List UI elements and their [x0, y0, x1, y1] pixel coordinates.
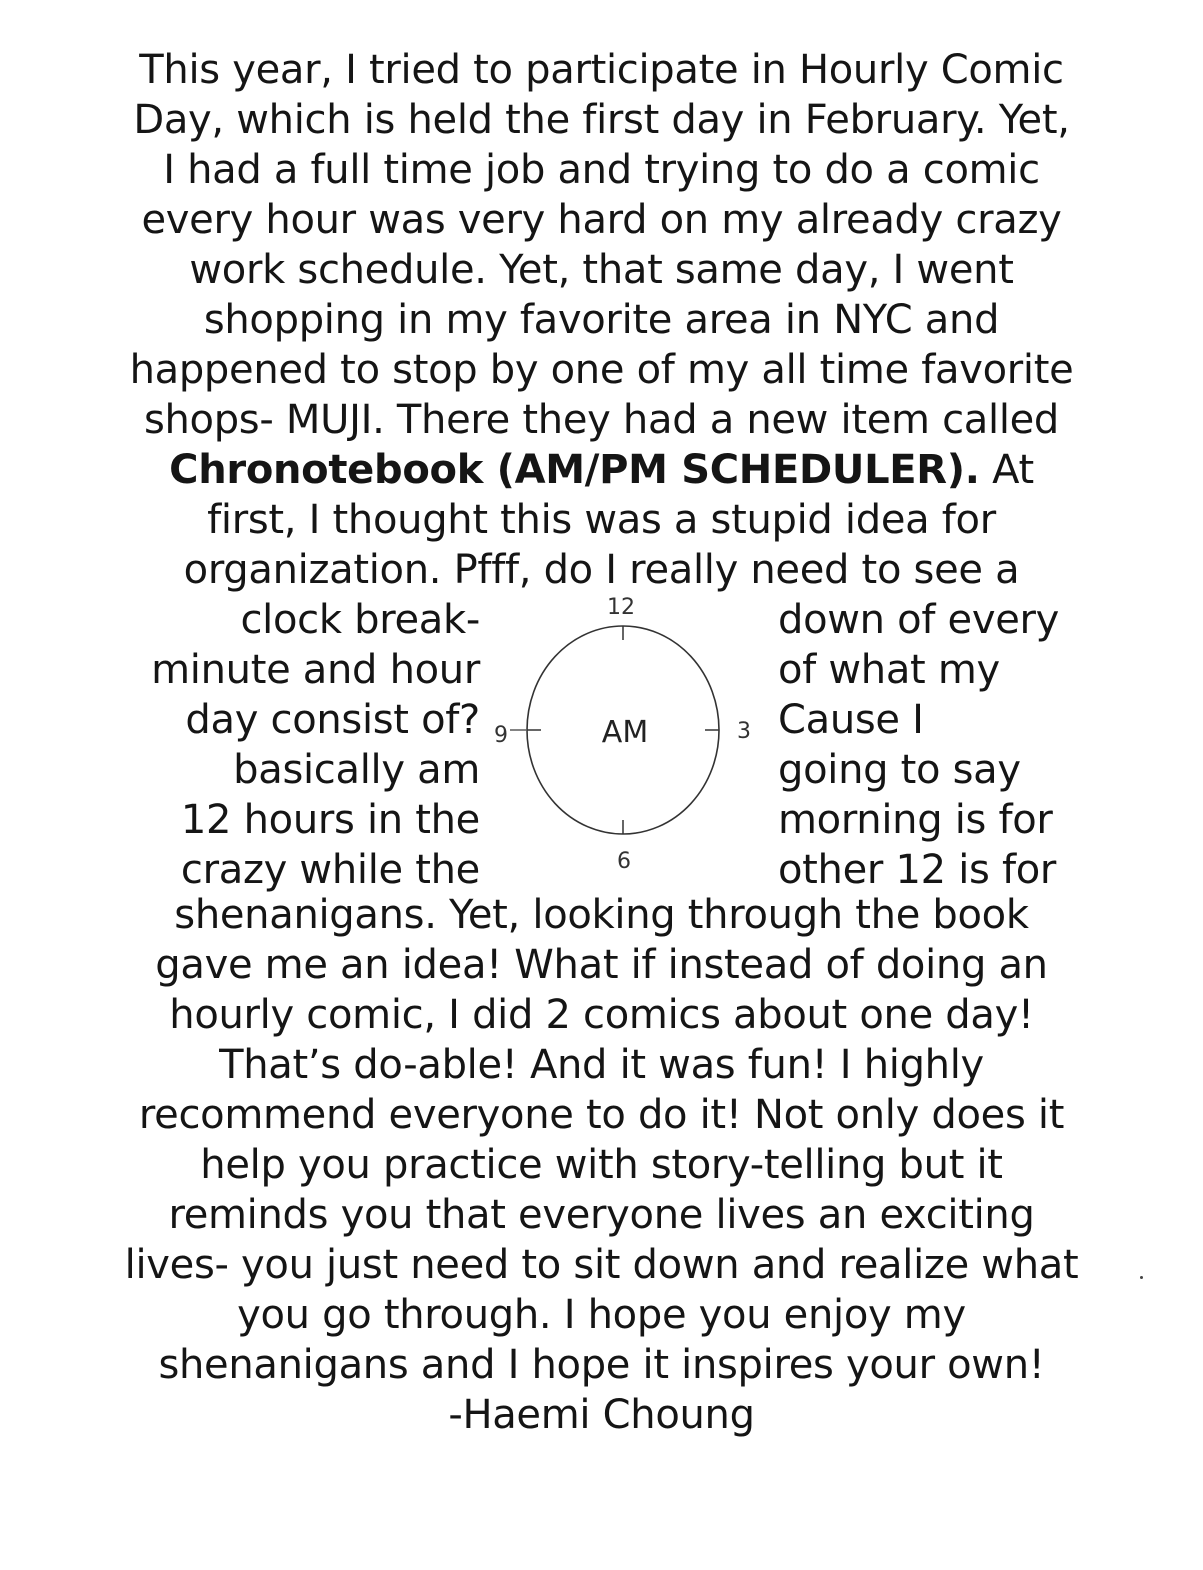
text-line: shenanigans and I hope it inspires your own! — [158, 1342, 1045, 1388]
text-line: shopping in my favorite area in NYC and — [203, 297, 1000, 343]
text-line: recommend everyone to do it! Not only does it — [138, 1092, 1065, 1138]
product-line — [18, 445, 1203, 495]
left-column-line: crazy while the — [180, 847, 480, 893]
right-column-line: of what my — [778, 647, 1000, 693]
left-column-line: day consist of? — [185, 697, 480, 743]
text-line: shops- MUJI. There they had a new item called — [143, 397, 1060, 443]
right-column-line: Cause I — [778, 697, 924, 743]
product-line-rest: At — [979, 447, 1034, 493]
right-column-line: other 12 is for — [778, 847, 1057, 893]
right-column-line: going to say — [778, 747, 1021, 793]
left-column-line: clock break- — [240, 597, 480, 643]
text-line: gave me an idea! What if instead of doing an — [155, 942, 1048, 988]
text-line: every hour was very hard on my already crazy — [141, 197, 1062, 243]
text-line: shenanigans. Yet, looking through the book — [174, 892, 1029, 938]
text-line: That’s do-able! And it was fun! I highly — [219, 1042, 984, 1088]
text-line: you go through. I hope you enjoy my — [237, 1292, 966, 1338]
text-line: hourly comic, I did 2 comics about one day! — [169, 992, 1034, 1038]
text-line: work schedule. Yet, that same day, I went — [189, 247, 1014, 293]
clock-label-3: 3 — [737, 719, 751, 744]
scan-speck — [1140, 1276, 1143, 1279]
right-column-line: down of every — [778, 597, 1060, 643]
clock-label-6: 6 — [617, 849, 631, 874]
clock-illustration — [480, 590, 770, 880]
right-column-line: morning is for — [778, 797, 1053, 843]
text-line: I had a full time job and trying to do a comic — [163, 147, 1040, 193]
text-line: This year, I tried to participate in Hourly Comic — [139, 47, 1064, 93]
left-column-line: basically am — [233, 747, 480, 793]
text-line: help you practice with story-telling but it — [200, 1142, 1003, 1188]
signature: -Haemi Choung — [448, 1392, 755, 1438]
clock-label-12: 12 — [607, 595, 635, 620]
clock-am-label: AM — [601, 715, 649, 750]
left-column-line: 12 hours in the — [180, 797, 480, 843]
text-line: happened to stop by one of my all time favorite — [129, 347, 1074, 393]
clock-label-9: 9 — [494, 723, 508, 748]
text-line: first, I thought this was a stupid idea for — [207, 497, 996, 543]
left-column-line: minute and hour — [151, 647, 480, 693]
text-line: lives- you just need to sit down and realize what — [124, 1242, 1079, 1288]
text-line: Day, which is held the first day in February. Yet, — [133, 97, 1070, 143]
text-line: reminds you that everyone lives an exciting — [168, 1192, 1035, 1238]
product-name: Chronotebook (AM/PM SCHEDULER). — [169, 447, 980, 493]
text-line: organization. Pfff, do I really need to see a — [183, 547, 1020, 593]
